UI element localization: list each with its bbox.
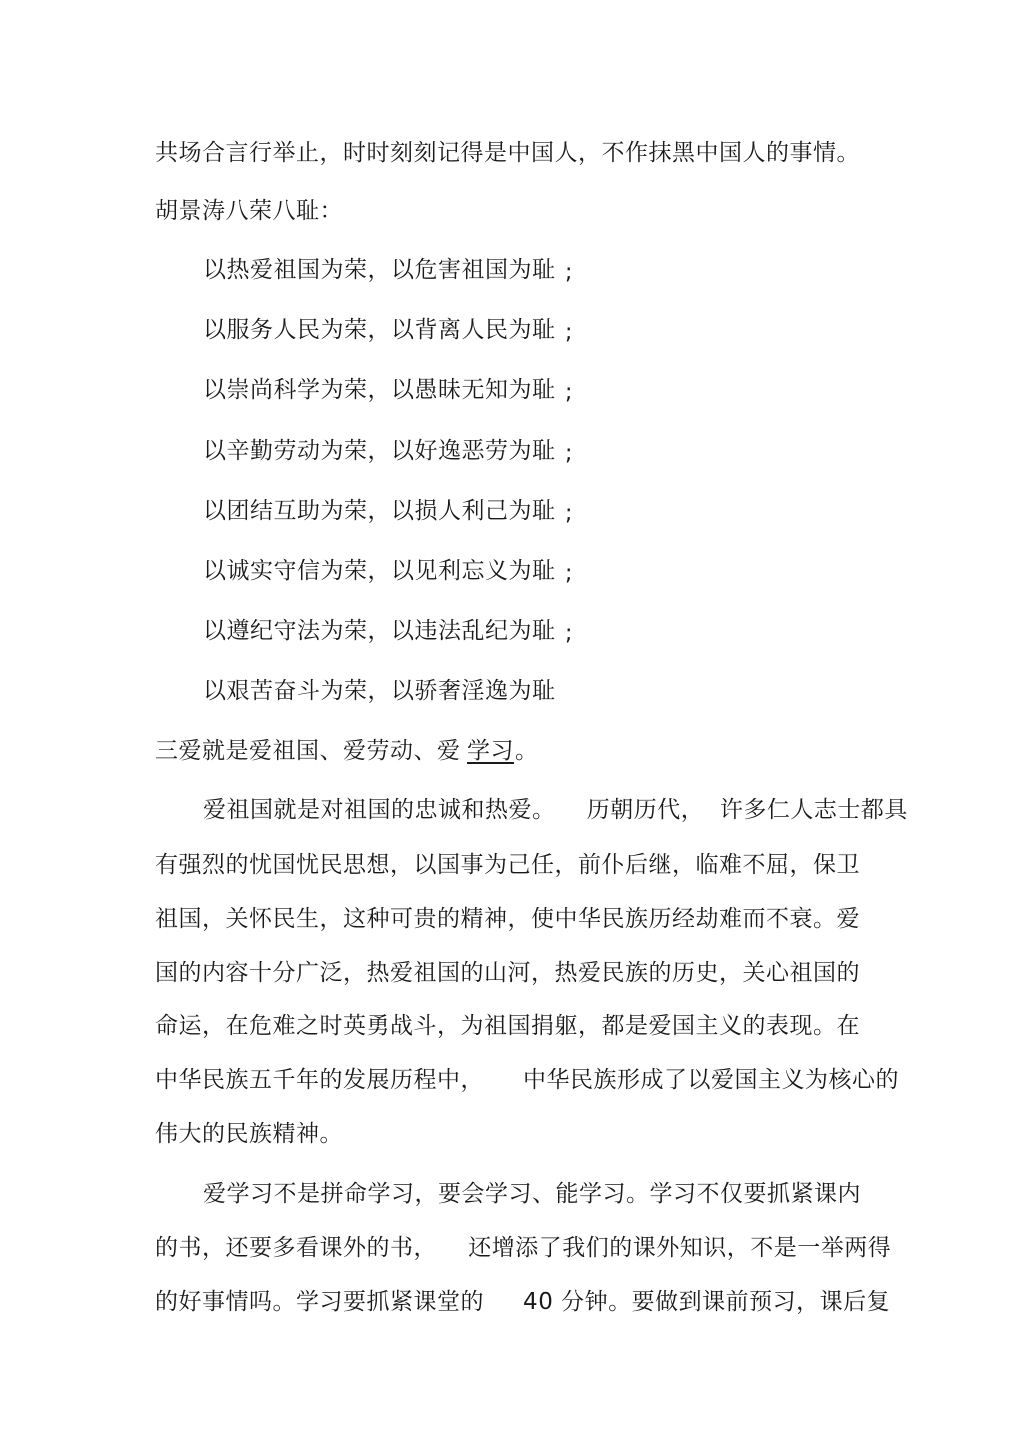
paragraph-line: 爱学习不是拼命学习，要会学习、能学习。学习不仅要抓紧课内 (203, 1181, 861, 1207)
rongchi-item-separator: ; (565, 380, 573, 405)
rongchi-item: 以遵纪守法为荣，以违法乱纪为耻 (203, 618, 556, 644)
rongchi-item-separator: ; (565, 441, 573, 466)
rongchi-item: 以崇尚科学为荣，以愚昧无知为耻 (203, 377, 556, 403)
sanai-suffix: 。 (515, 738, 539, 764)
rongchi-item: 以诚实守信为荣，以见利忘义为耻 (203, 558, 556, 584)
rongchi-item: 以团结互助为荣，以损人利己为耻 (203, 498, 556, 524)
paragraph-line: 命运，在危难之时英勇战斗，为祖国捐躯，都是爱国主义的表现。在 (155, 1013, 860, 1039)
sanai-prefix: 三爱就是爱祖国、爱劳动、爱 (155, 738, 461, 764)
rongchi-item-separator: ; (565, 260, 573, 285)
paragraph-line: 祖国，关怀民生，这种可贵的精神，使中华民族历经劫难而不衰。爱 (155, 906, 860, 932)
rongchi-item-separator: ; (565, 561, 573, 586)
paragraph-line: 爱祖国就是对祖国的忠诚和热爱。 历朝历代， 许多仁人志士都具 (203, 797, 908, 823)
paragraph-line: 有强烈的忧国忧民思想，以国事为己任，前仆后继，临难不屈，保卫 (155, 852, 860, 878)
rongchi-item-separator: ; (565, 501, 573, 526)
paragraph-line: 的好事情吗。学习要抓紧课堂的 40 分钟。要做到课前预习，课后复 (155, 1289, 891, 1315)
rongchi-item: 以热爱祖国为荣，以危害祖国为耻 (203, 257, 556, 283)
paragraph-line: 国的内容十分广泛，热爱祖国的山河，热爱民族的历史，关心祖国的 (155, 960, 860, 986)
sanai-underlined-word: 学习 (467, 738, 514, 764)
rongchi-item: 以辛勤劳动为荣，以好逸恶劳为耻 (203, 438, 556, 464)
intro-line: 共场合言行举止，时时刻刻记得是中国人，不作抹黑中国人的事情。 (155, 140, 860, 166)
rongchi-item-separator: ; (565, 621, 573, 646)
rongchi-heading: 胡景涛八荣八耻： (155, 198, 343, 224)
rongchi-item: 以艰苦奋斗为荣，以骄奢淫逸为耻 (203, 678, 556, 704)
paragraph-line: 伟大的民族精神。 (155, 1121, 343, 1147)
rongchi-item-separator: ; (565, 320, 573, 345)
rongchi-item: 以服务人民为荣，以背离人民为耻 (203, 317, 556, 343)
paragraph-line: 中华民族五千年的发展历程中， 中华民族形成了以爱国主义为核心的 (155, 1067, 900, 1093)
paragraph-line: 的书，还要多看课外的书， 还增添了我们的课外知识，不是一举两得 (155, 1235, 892, 1261)
